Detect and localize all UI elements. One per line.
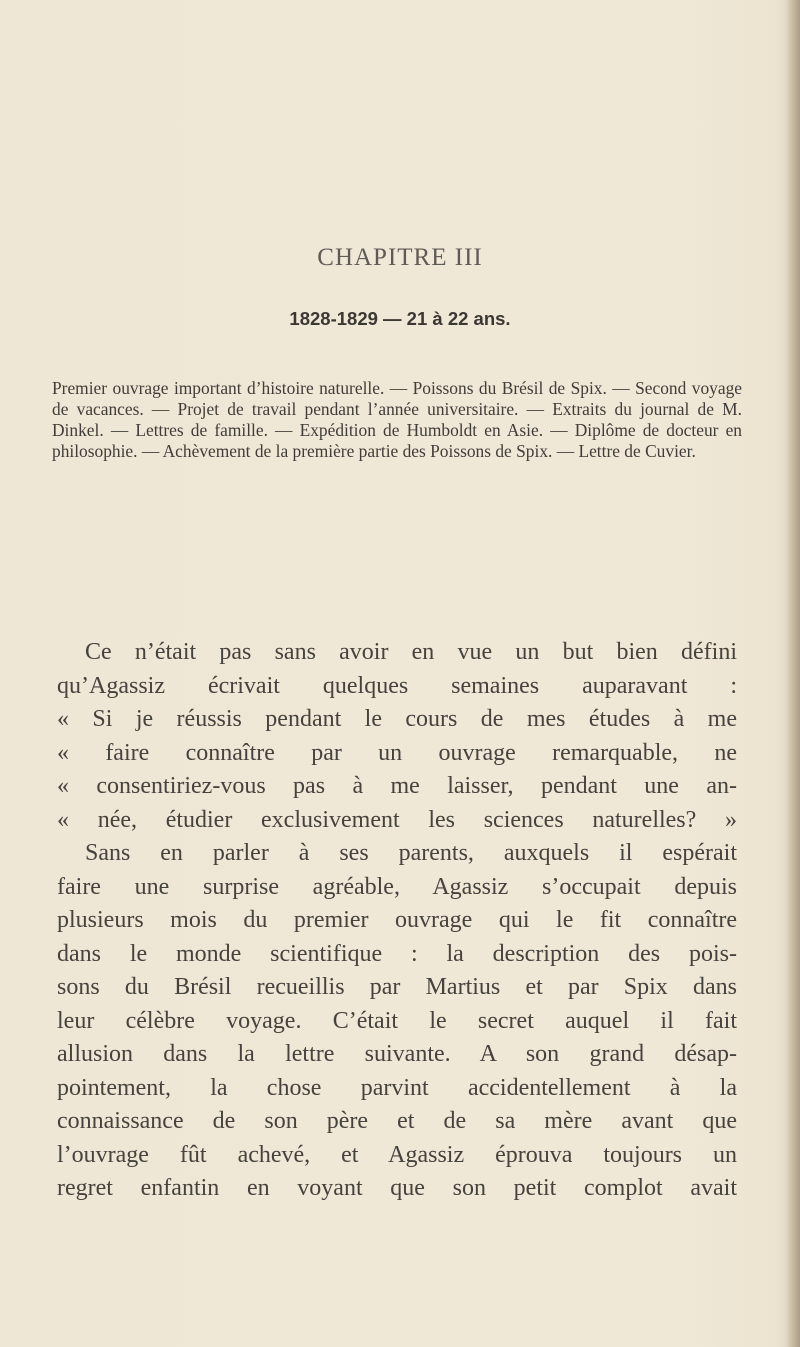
body-line: regret enfantin en voyant que son petit complot avait [57, 1175, 737, 1201]
body-line: Ce n’était pas sans avoir en vue un but bien défini [85, 639, 737, 665]
body-line: Sans en parler à ses parents, auxquels il espérait [85, 840, 737, 866]
body-line: « consentiriez-vous pas à me laisser, pendant une an- [57, 773, 737, 799]
body-line: dans le monde scientifique : la description des pois- [57, 940, 737, 967]
body-line: pointement, la chose parvint accidentellement à la [57, 1074, 737, 1101]
chapter-years: 1828-1829 — 21 à 22 ans. [289, 308, 511, 329]
body-line: l’ouvrage fût achevé, et Agassiz éprouva toujours un [57, 1141, 737, 1168]
body-line: « Si je réussis pendant le cours de mes études à me [57, 706, 737, 732]
body-line: qu’Agassiz écrivait quelques semaines auparavant : [57, 672, 737, 699]
body-line: « née, étudier exclusivement les sciences naturelles? » [57, 806, 737, 833]
body-line: connaissance de son père et de sa mère avant que [57, 1108, 737, 1134]
body-line: sons du Brésil recueillis par Martius et par Spix dans [57, 974, 737, 1000]
body-text [57, 636, 737, 1206]
body-line: plusieurs mois du premier ouvrage qui le fit connaître [57, 907, 737, 933]
chapter-title: CHAPITRE III [317, 244, 483, 271]
page-edge [786, 0, 800, 1347]
body-line: faire une surprise agréable, Agassiz s’occupait depuis [57, 873, 737, 900]
chapter-summary: Premier ouvrage important d’histoire naturelle. — Poissons du Brésil de Spix. — Second voyage de vacances. — Projet de travail pendant l’année universitaire. — Extraits du journal de M. Dinkel. — Lettres de famille. — Expédition de Humboldt en Asie. — Diplôme de docteur en philosophie. — Achèvement de la première partie des Poissons de Spix. — Lettre de Cuvier. [52, 378, 742, 461]
body-line: leur célèbre voyage. C’était le secret auquel il fait [57, 1007, 737, 1034]
body-line: allusion dans la lettre suivante. A son grand désap- [57, 1041, 737, 1067]
body-line: « faire connaître par un ouvrage remarquable, ne [57, 739, 737, 766]
